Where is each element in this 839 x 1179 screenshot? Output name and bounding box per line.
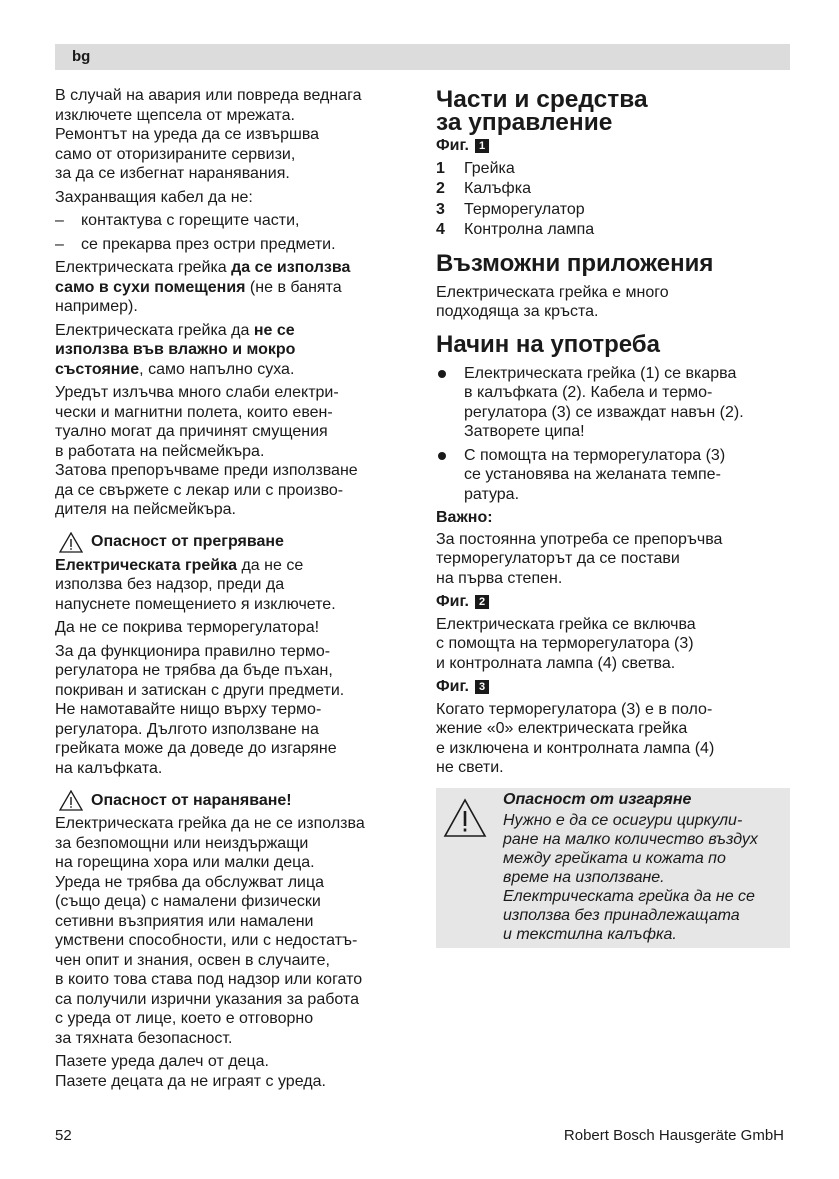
- left-column: [55, 86, 410, 1091]
- parts-list: [436, 159, 792, 241]
- children-paragraph: Пазете уреда далеч от деца. Пазете децата да не играят с уреда.: [55, 1053, 326, 1090]
- page-number: 52: [55, 1127, 72, 1144]
- applications-paragraph: Електрическата грейка е много подходяща за кръста.: [436, 283, 669, 320]
- pacemaker-paragraph: Уредът излъчва много слаби електри- чески и магнитни полета, които евен- туално могат да причинят смущения в работата на пейсмейкъра. Затова препоръчваме преди използване да се свържете с лекар или с произво- дителя на пейсмейкъра.: [55, 384, 358, 518]
- figure-ref-2: Фиг. 2: [436, 592, 792, 612]
- supervision-paragraph: Електрическата грейка да не се използва без надзор, преди да напуснете помещението я изключете.: [55, 556, 336, 613]
- usage-bullet: Електрическата грейка (1) се вкарва в калъфката (2). Кабела и термо- регулатора (3) се изваждат навън (2). Затворете ципа!: [436, 364, 792, 442]
- warning-triangle-icon: [59, 790, 83, 811]
- warning-triangle-icon: [59, 532, 83, 553]
- cable-dash-item: – контактува с горещите части,: [55, 212, 300, 229]
- language-code: bg: [72, 48, 91, 65]
- list-item: 2 Калъфка: [436, 180, 531, 197]
- switch-on-paragraph: Електрическата грейка се включва с помощта на терморегулатора (3) и контролната лампа (4) светва.: [436, 615, 696, 672]
- figure-number-badge: 2: [475, 595, 489, 609]
- caution-title: Опасност от изгаряне: [503, 791, 692, 808]
- footer-company: Robert Bosch Hausgeräte GmbH: [563, 1127, 784, 1144]
- list-item: 1 Грейка: [436, 159, 515, 177]
- cable-intro: Захранващия кабел да не:: [55, 188, 253, 206]
- wet-paragraph: Електрическата грейка да не се използва във влажно и мокро състояние, само напълно суха.: [55, 321, 296, 378]
- figure-number-badge: 3: [475, 680, 489, 694]
- burn-caution-box: Опасност от изгаряне Нужно е да се осигури циркули- ране на малко количество въздух между грейката и кожата по време на използване. Електрическата грейка да не се използва без принадлежащата и текстилна калъфка.: [436, 788, 790, 948]
- usage-bullet: С помощта на терморегулатора (3) се установява на желаната темпе- ратура.: [436, 446, 792, 505]
- repair-paragraph: В случай на авария или повреда веднага изключете щепсела от мрежата. Ремонтът на уреда да се извършва само от оторизираните сервизи, за да се избегнат наранявания.: [55, 87, 362, 182]
- figure-number-badge: 1: [475, 139, 489, 153]
- cable-dash-item: – се прекарва през остри предмети.: [55, 235, 336, 253]
- switch-off-paragraph: Когато терморегулатора (3) е в поло- жение «0» електрическата грейка е изключена и контролната лампа (4) не свети.: [436, 700, 715, 776]
- figure-ref-3: Фиг. 3: [436, 677, 792, 697]
- usage-heading: Начин на употреба: [436, 330, 660, 358]
- no-cover-paragraph: Да не се покрива терморегулатора!: [55, 619, 320, 636]
- important-paragraph: За постоянна употреба се препоръчва терморегулаторът да се постави на първа степен.: [436, 530, 723, 587]
- language-bar: [55, 44, 790, 70]
- applications-heading: Възможни приложения: [436, 249, 714, 277]
- dry-rooms-paragraph: Електрическата грейка да се използва само в сухи помещения (не в банята например).: [55, 259, 351, 315]
- list-item: 3 Терморегулатор: [436, 200, 585, 218]
- right-column: [436, 88, 792, 782]
- list-item: 4 Контролна лампа: [436, 221, 595, 238]
- thermostat-paragraph: За да функционира правилно термо- регулатора не трябва да бъде пъхан, покриван и затискан с други предмети. Не намотавайте нищо върху термо- регулатора. Дългото използване на грейката може да доведе до изгаряне на калъфката.: [55, 642, 345, 777]
- injury-warning-heading: Опасност от нараняване!: [55, 790, 410, 811]
- vulnerable-persons-paragraph: Електрическата грейка да не се използва за безпомощни или неиздържащи на горещина хора или малки деца. Уреда не трябва да обслужват лица (също деца) с намалени физически сетивни възприятия или намалени умствени способности, или с недостатъ- чен опит и знания, освен в случаите, в които това става под надзор или когато са получили изрични указания за работа с уреда от лице, което е отговорно за тяхната безопасност.: [55, 815, 365, 1047]
- overheat-warning-heading: Опасност от прегряване: [55, 532, 410, 553]
- figure-ref-1: Фиг. 1: [436, 136, 792, 156]
- warning-triangle-icon: [443, 798, 487, 838]
- parts-heading: Части и средства за управление: [436, 86, 648, 136]
- important-label: Важно:: [436, 509, 493, 526]
